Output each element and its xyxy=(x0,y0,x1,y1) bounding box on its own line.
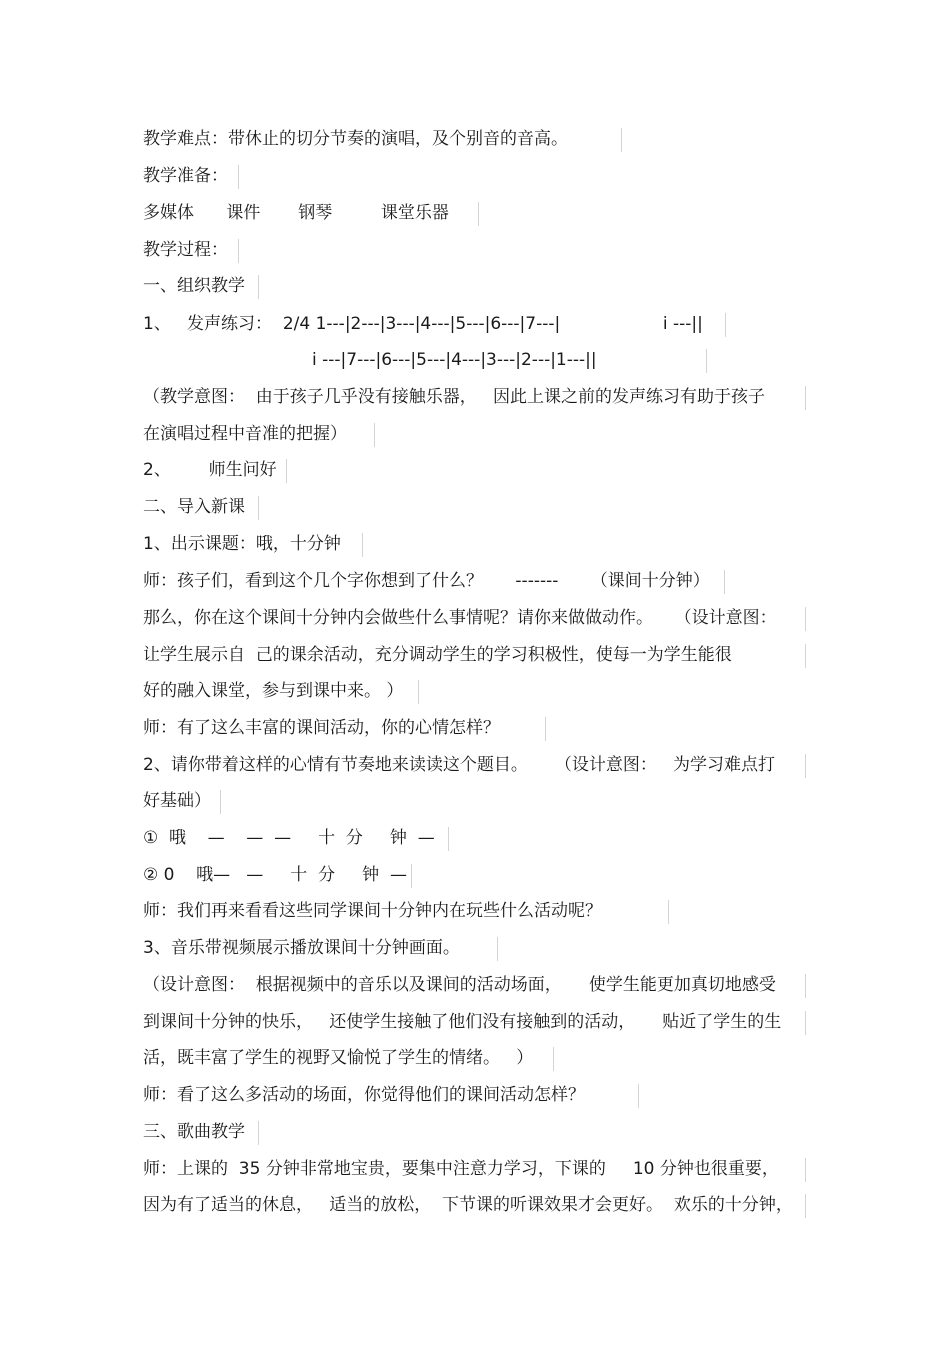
text-line: 师：有了这么丰富的课间活动，你的心情怎样？ xyxy=(143,718,500,738)
line-divider xyxy=(418,680,419,704)
text-line: 师：孩子们，看到这个几个字你想到了什么？ ------- （课间十分钟） xyxy=(143,571,710,591)
line-divider xyxy=(258,496,259,520)
line-divider xyxy=(706,349,707,373)
line-divider xyxy=(258,275,259,299)
line-divider xyxy=(805,754,806,778)
line-divider xyxy=(725,313,726,337)
line-divider xyxy=(805,607,806,631)
text-line: 师：看了这么多活动的场面，你觉得他们的课间活动怎样？ xyxy=(143,1085,585,1105)
notation-line: i ---|7---|6---|5---|4---|3---|2---|1---|| xyxy=(312,350,597,370)
line-divider xyxy=(805,1194,806,1218)
text-line: 教学过程： xyxy=(143,240,228,260)
text-line: 多媒体 课件 钢琴 课堂乐器 xyxy=(143,203,449,223)
line-divider xyxy=(805,386,806,410)
line-divider xyxy=(805,644,806,668)
line-divider xyxy=(638,1084,639,1108)
text-line: （教学意图： 由于孩子几乎没有接触乐器， 因此上课之前的发声练习有助于孩子 xyxy=(143,387,766,407)
text-line: 在演唱过程中音准的把握） xyxy=(143,424,347,444)
text-line: 那么，你在这个课间十分钟内会做些什么事情呢？请你来做做动作。 （设计意图： xyxy=(143,608,777,628)
line-divider xyxy=(286,459,287,483)
line-divider xyxy=(545,717,546,741)
line-divider xyxy=(621,128,622,152)
rhythm-line: ② 0 哦— — 十 分 钟 — xyxy=(143,865,407,885)
line-divider xyxy=(374,423,375,447)
section-heading: 一、组织教学 xyxy=(143,276,245,296)
rhythm-line: ① 哦 — — — 十 分 钟 — xyxy=(143,828,435,848)
text-line: 教学准备： xyxy=(143,166,228,186)
line-divider xyxy=(258,1121,259,1145)
text-line: 师：我们再来看看这些同学课间十分钟内在玩些什么活动呢？ xyxy=(143,901,602,921)
line-divider xyxy=(220,790,221,814)
section-heading: 三、歌曲教学 xyxy=(143,1122,245,1142)
text-line: 因为有了适当的休息， 适当的放松， 下节课的听课效果才会更好。 欢乐的十分钟， xyxy=(143,1195,793,1215)
text-line: 让学生展示自 己的课余活动，充分调动学生的学习积极性，使每一为学生能很 xyxy=(143,645,732,665)
line-divider xyxy=(238,165,239,189)
text-line: 2、请你带着这样的心情有节奏地来读读这个题目。 （设计意图： 为学习难点打 xyxy=(143,755,776,775)
line-divider xyxy=(805,1158,806,1182)
line-divider xyxy=(448,827,449,851)
text-line: 2、 师生问好 xyxy=(143,460,277,480)
line-divider xyxy=(805,1011,806,1035)
text-line: （设计意图： 根据视频中的音乐以及课间的活动场面， 使学生能更加真切地感受 xyxy=(143,975,776,995)
line-divider xyxy=(362,533,363,557)
text-line: 到课间十分钟的快乐， 还使学生接触了他们没有接触到的活动， 贴近了学生的生 xyxy=(143,1012,782,1032)
text-line: 教学难点：带休止的切分节奏的演唱，及个别音的音高。 xyxy=(143,129,568,149)
text-line: 师：上课的 35 分钟非常地宝贵，要集中注意力学习，下课的 10 分钟也很重要， xyxy=(143,1159,779,1179)
section-heading: 二、导入新课 xyxy=(143,497,245,517)
line-divider xyxy=(668,900,669,924)
notation-line: 1、 发声练习： 2/4 1---|2---|3---|4---|5---|6---|7---| i ---|| xyxy=(143,314,703,334)
line-divider xyxy=(724,570,725,594)
line-divider xyxy=(497,937,498,961)
line-divider xyxy=(411,864,412,888)
text-line: 3、音乐带视频展示播放课间十分钟画面。 xyxy=(143,938,460,958)
line-divider xyxy=(478,202,479,226)
line-divider xyxy=(238,239,239,263)
line-divider xyxy=(553,1047,554,1071)
text-line: 活，既丰富了学生的视野又愉悦了学生的情绪。 ） xyxy=(143,1048,534,1068)
text-line: 1、出示课题：哦，十分钟 xyxy=(143,534,341,554)
text-line: 好基础） xyxy=(143,791,211,811)
line-divider xyxy=(805,974,806,998)
text-line: 好的融入课堂，参与到课中来。 ） xyxy=(143,681,404,701)
